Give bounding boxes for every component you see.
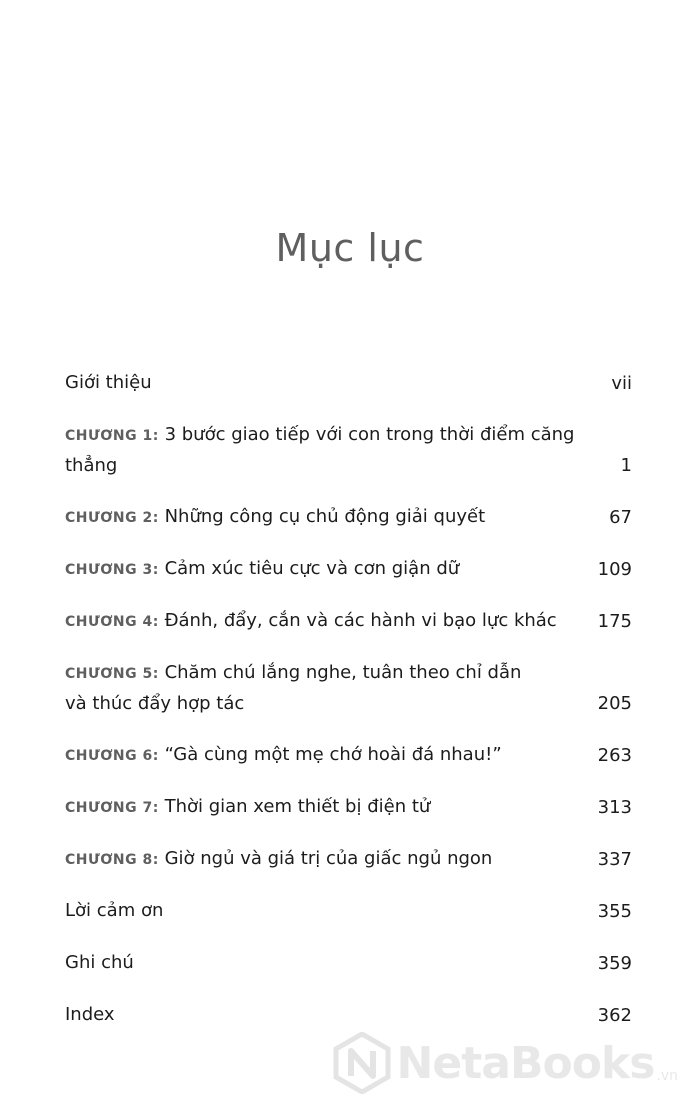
watermark (333, 1028, 678, 1098)
page-number: 109 (597, 559, 632, 580)
entry-title: Thời gian xem thiết bị điện tử (164, 796, 431, 817)
toc-entry-intro[interactable] (65, 368, 632, 399)
toc-entry-chapter-5[interactable] (65, 658, 632, 719)
toc-entry-chapter-8[interactable] (65, 844, 632, 875)
entry-title: Những công cụ chủ động giải quyết (164, 506, 486, 527)
watermark-suffix: .vn (656, 1068, 678, 1084)
entry-title: Lời cảm ơn (65, 900, 164, 921)
chapter-label: CHƯƠNG 2: (65, 510, 159, 526)
entry-title: Giới thiệu (65, 372, 152, 393)
chapter-label: CHƯƠNG 3: (65, 562, 159, 578)
page-title: Mục lục (275, 226, 425, 270)
toc-entry-chapter-7[interactable] (65, 792, 632, 823)
watermark-text: NetaBooks (396, 1037, 655, 1089)
page-number: vii (611, 373, 632, 394)
toc-entry-index[interactable] (65, 1000, 632, 1031)
chapter-label: CHƯƠNG 8: (65, 852, 159, 868)
page-number: 263 (597, 745, 632, 766)
page-number: 175 (597, 611, 632, 632)
toc-entry-notes[interactable] (65, 948, 632, 979)
page-number: 313 (597, 797, 632, 818)
toc-entry-chapter-4[interactable] (65, 606, 632, 637)
entry-title: Ghi chú (65, 952, 134, 973)
page-number: 205 (597, 693, 632, 714)
entry-title: “Gà cùng một mẹ chớ hoài đá nhau!” (164, 744, 502, 765)
table-of-contents (65, 368, 632, 1052)
toc-entry-acknowledgements[interactable] (65, 896, 632, 927)
chapter-label: CHƯƠNG 4: (65, 614, 159, 630)
entry-title-line-2: và thúc đẩy hợp tác (65, 693, 245, 714)
page-number: 355 (597, 901, 632, 922)
page-number: 337 (597, 849, 632, 870)
toc-entry-chapter-2[interactable] (65, 502, 632, 533)
entry-title: Index (65, 1004, 115, 1025)
netabooks-logo-icon (333, 1032, 391, 1094)
chapter-label: CHƯƠNG 7: (65, 800, 159, 816)
chapter-label: CHƯƠNG 1: (65, 428, 159, 444)
entry-title: Đánh, đẩy, cắn và các hành vi bạo lực khác (164, 610, 557, 631)
page-number: 67 (609, 507, 632, 528)
toc-entry-chapter-1[interactable] (65, 420, 632, 481)
chapter-label: CHƯƠNG 6: (65, 748, 159, 764)
entry-title: Cảm xúc tiêu cực và cơn giận dữ (164, 558, 460, 579)
toc-entry-chapter-6[interactable] (65, 740, 632, 771)
chapter-label: CHƯƠNG 5: (65, 666, 159, 682)
entry-title: Giờ ngủ và giá trị của giấc ngủ ngon (164, 848, 493, 869)
toc-entry-chapter-3[interactable] (65, 554, 632, 585)
page-number: 359 (597, 953, 632, 974)
entry-title: 3 bước giao tiếp với con trong thời điểm căng thẳng (65, 424, 575, 476)
entry-title: Chăm chú lắng nghe, tuân theo chỉ dẫn (164, 662, 522, 683)
page-number: 362 (597, 1005, 632, 1026)
page-number: 1 (620, 455, 632, 476)
